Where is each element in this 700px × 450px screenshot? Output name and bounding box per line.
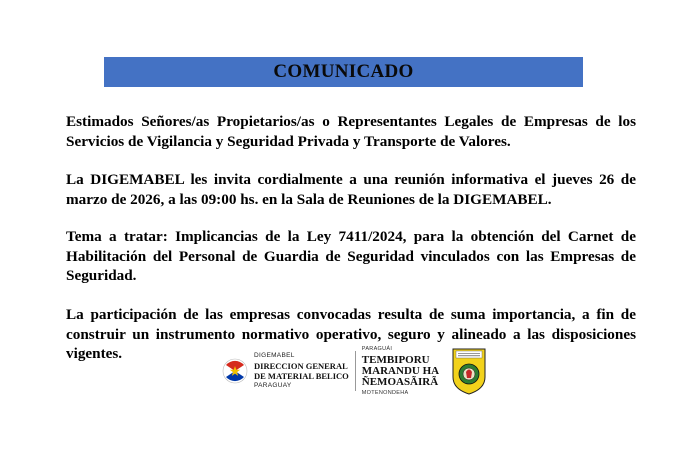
ministry-name-line2: MARANDU HA [361,364,440,377]
digemabel-acronym: DIGEMABEL [254,352,295,359]
ministry-name-line1: TEMBIPORU [361,353,430,366]
digemabel-name-line1: DIRECCION GENERAL [254,361,348,371]
footer-logos [222,347,487,395]
paragraph-text: Tema a tratar: Implicancias de la Ley 7411/2024, para la obtención del Carnet de Habilitación del Personal de Guardia de Seguridad vinculados con las Empresas de Seguridad. [66,228,636,285]
ministry-country: PARAGUÁI [361,345,393,352]
digemabel-name-line2: DE MATERIAL BELICO [254,371,349,381]
ministry-name-line3: ÑEMOASÃIRÃ [361,375,439,388]
logo-divider [355,351,356,391]
paragraph-text: La participación de las empresas convocadas resulta de suma importancia, a fin de construir un instrumento normativo operativo, seguro y alineado a las disposiciones vigentes. [66,306,636,363]
ministry-bottom: MOTENONDEHA [361,389,409,396]
paragraph-text: La DIGEMABEL les invita cordialmente a una reunión informativa el jueves 26 de marzo de 2026, a las 09:00 hs. en la Sala de Reuniones de la DIGEMABEL. [66,171,636,208]
digemabel-wordmark [254,351,349,391]
digemabel-country: PARAGUAY [254,382,292,389]
digemabel-shield-icon [451,347,487,395]
paragraph-text: Estimados Señores/as Propietarios/as o Representantes Legales de Empresas de los Servicios de Vigilancia y Seguridad Privada y Transporte de Valores. [66,113,636,150]
ministry-wordmark [362,344,439,399]
page-title: COMUNICADO [273,61,414,82]
paraguay-flag-logo-icon [222,358,248,384]
paragraph-topic [66,212,636,301]
title-banner [104,57,583,87]
